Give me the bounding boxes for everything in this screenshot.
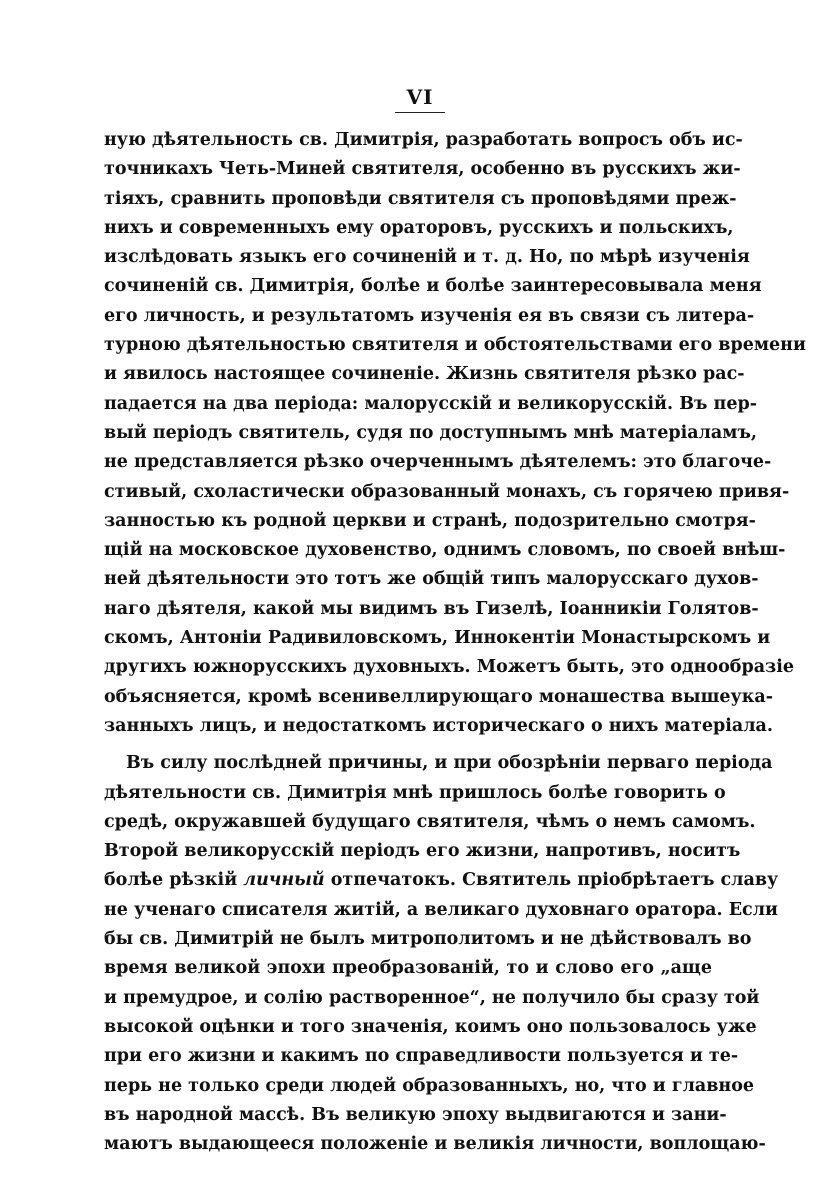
text-line: средѣ, окружавшей будущаго святителя, чѣмъ о немъ самомъ.	[104, 811, 756, 832]
page-number: VI	[395, 86, 446, 113]
text-line: падается на два періода: малорусскій и великорусскій. Въ пер-	[104, 393, 757, 414]
text-line: время великой эпохи преобразованій, то и слово его „аще	[104, 958, 712, 979]
text-line: вый періодъ святитель, судя по доступнымъ мнѣ матеріаламъ,	[104, 422, 757, 443]
text-line: въ народной массѣ. Въ великую эпоху выдвигаются и зани-	[104, 1104, 727, 1125]
text-line: не ученаго списателя житій, а великаго духовнаго оратора. Если	[104, 899, 779, 920]
text-line: и премудрое, и солію растворенное“, не получило бы сразу той	[104, 987, 760, 1008]
text-segment: отпечатокъ. Святитель пріобрѣтаетъ славу	[324, 870, 779, 891]
text-line: объясняется, кромѣ всенивеллирующаго монашества вышеука-	[104, 686, 773, 707]
text-line: стивый, схоластически образованный монахъ, съ горячею привя-	[104, 481, 790, 502]
paragraph-1	[104, 126, 806, 741]
text-line: ней дѣятельности это тотъ же общій типъ малорусскаго духов-	[104, 569, 759, 590]
text-line: и явилось настоящее сочиненіе. Жизнь святителя рѣзко рас-	[104, 364, 745, 385]
text-line: при его жизни и какимъ по справедливости пользуется и те-	[104, 1046, 739, 1067]
text-line: бы св. Димитрій не былъ митрополитомъ и не дѣйствовалъ во	[104, 929, 752, 950]
text-line: ную дѣятельность св. Димитрія, разработать вопросъ объ ис-	[104, 130, 743, 150]
text-line: сочиненій св. Димитрія, болѣе и болѣе заинтересовывала меня	[104, 276, 762, 297]
text-line: скомъ, Антоніи Радивиловскомъ, Иннокентіи Монастырскомъ и	[104, 628, 771, 649]
text-line-with-emphasis	[104, 866, 779, 895]
text-line: другихъ южнорусскихъ духовныхъ. Можетъ быть, это однообразіе	[104, 657, 794, 678]
text-line: щій на московское духовенство, однимъ словомъ, по своей внѣш-	[104, 540, 786, 561]
text-line: занныхъ лицъ, и недостаткомъ историческаго о нихъ матеріала.	[104, 715, 773, 736]
body-text	[104, 126, 806, 1159]
text-segment: болѣе рѣзкій	[104, 870, 244, 891]
emphasized-word: личный	[243, 870, 325, 891]
text-line: занностью къ родной церкви и странѣ, подозрительно смотря-	[104, 510, 756, 531]
paragraph-2	[104, 749, 779, 1159]
paragraph-gap	[104, 741, 712, 749]
text-line: турною дѣятельностью святителя и обстоятельствами его времени	[104, 335, 806, 356]
text-line: точникахъ Четь-Миней святителя, особенно въ русскихъ жи-	[104, 159, 741, 180]
text-line: тіяхъ, сравнить проповѣди святителя съ проповѣдями преж-	[104, 188, 737, 209]
text-line: высокой оцѣнки и того значенія, коимъ оно пользовалось уже	[104, 1016, 757, 1037]
text-line: дѣятельности св. Димитрія мнѣ пришлось болѣе говорить о	[104, 782, 726, 803]
text-line: маютъ выдающееся положеніе и великія личности, воплощаю-	[104, 1134, 766, 1155]
text-line: изслѣдовать языкъ его сочиненій и т. д. Но, по мѣрѣ изученія	[104, 247, 750, 268]
text-line: наго дѣятеля, какой мы видимъ въ Гизелѣ, Іоанникіи Голятов-	[104, 598, 759, 619]
text-line: Въ силу послѣдней причины, и при обозрѣніи перваго періода	[126, 753, 773, 774]
text-line: нихъ и современныхъ ему ораторовъ, русскихъ и польскихъ,	[104, 217, 734, 238]
page-header	[0, 86, 840, 113]
text-line: его личность, и результатомъ изученія ея въ связи съ литера-	[104, 305, 755, 326]
text-line: Второй великорусскій періодъ его жизни, напротивъ, носитъ	[104, 841, 741, 862]
text-line: не представляется рѣзко очерченнымъ дѣятелемъ: это благоче-	[104, 452, 772, 473]
text-line: перь не только среди людей образованныхъ, но, что и главное	[104, 1075, 755, 1096]
